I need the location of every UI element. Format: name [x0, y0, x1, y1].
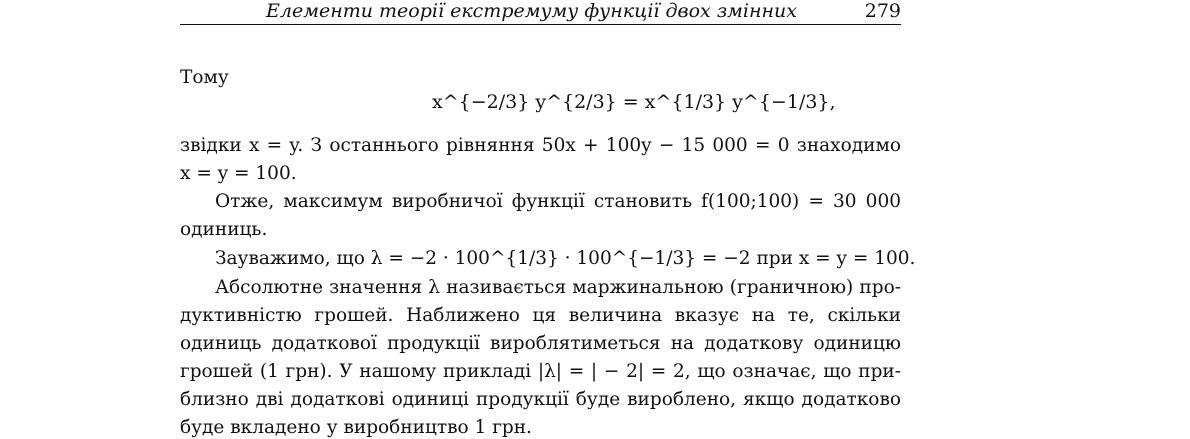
text-line-3: звідки x = y. З останнього рівняння 50x + 100y − 15 000 = 0 знаходимо	[180, 135, 901, 156]
text-line-12: близно дві додаткові одиниці продукції буде вироблено, якщо додатково	[180, 389, 901, 410]
text-line-8: Абсолютне значення λ називається маржинальною (граничною) про-	[215, 277, 901, 298]
running-head	[180, 0, 901, 25]
display-equation: x^{−2/3} y^{2/3} = x^{1/3} y^{−1/3},	[432, 91, 836, 113]
text-line-13: буде вкладено у виробництво 1 грн.	[180, 417, 532, 438]
page	[180, 0, 916, 438]
text-line-7: Зауважимо, що λ = −2 · 100^{1/3} · 100^{−1/3} = −2 при x = y = 100.	[215, 248, 916, 269]
running-head-title: Елементи теорії екстремуму функції двох змінних	[266, 0, 797, 22]
text-line-1: Тому	[180, 67, 229, 88]
text-line-10: одиниць додаткової продукції вироблятиметься на додаткову одиницю	[180, 333, 901, 354]
text-line-9: дуктивністю грошей. Наближено ця величина вказує на те, скільки	[180, 305, 901, 326]
text-line-6: одиниць.	[180, 219, 268, 240]
text-line-5: Отже, максимум виробничої функції становить f(100;100) = 30 000	[215, 191, 901, 212]
text-line-4: x = y = 100.	[180, 163, 297, 184]
text-line-11: грошей (1 грн). У нашому прикладі |λ| = | − 2| = 2, що означає, що при-	[180, 361, 901, 382]
page-number: 279	[864, 0, 901, 22]
